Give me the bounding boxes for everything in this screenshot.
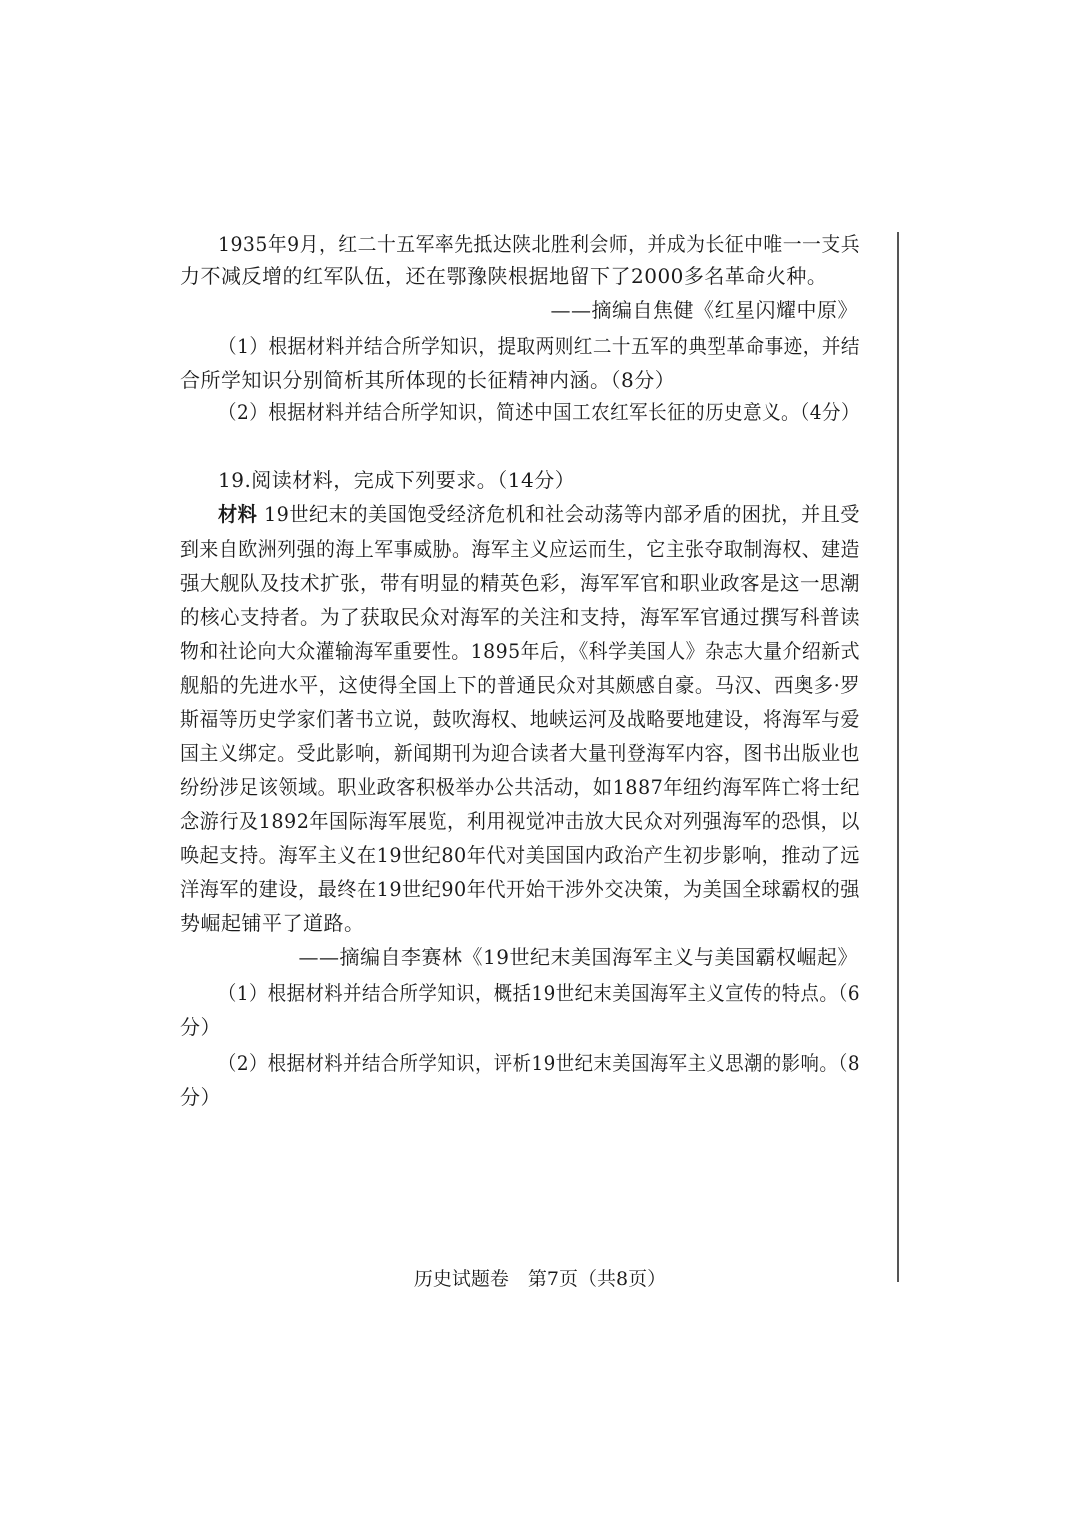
question-19-1-line-2: 分） [180,1015,221,1039]
page-footer: 历史试题卷 第7页（共8页） [413,1268,667,1290]
material-19-line-8: 国主义绑定。受此影响，新闻期刊为迎合读者大量刊登海军内容，图书出版业也 [180,741,860,765]
material-label: 材料 [218,502,258,526]
material-19-line-13: 势崛起铺平了道路。 [180,911,365,935]
question-19-2-line-2: 分） [180,1085,221,1109]
material-19-first-text: 19世纪末的美国饱受经济危机和社会动荡等内部矛盾的困扰，并且受 [257,502,860,526]
material-19-line-6: 舰船的先进水平，这使得全国上下的普通民众对其颇感自豪。马汉、西奥多·罗 [180,673,860,697]
question-19-header: 19.阅读材料，完成下列要求。（14分） [218,468,576,492]
question-19-1-line-1: （1）根据材料并结合所学知识，概括19世纪末美国海军主义宣传的特点。（6 [218,981,861,1005]
material-19-line-12: 洋海军的建设，最终在19世纪90年代开始干涉外交决策，为美国全球霸权的强 [180,877,860,901]
material-19-line-4: 的核心支持者。为了获取民众对海军的关注和支持，海军军官通过撰写科普读 [180,605,860,629]
material-19-line-11: 唤起支持。海军主义在19世纪80年代对美国国内政治产生初步影响，推动了远 [180,843,860,867]
material-19-line-5: 物和社论向大众灌输海军重要性。1895年后，《科学美国人》杂志大量介绍新式 [180,639,860,663]
question-19-2-line-1: （2）根据材料并结合所学知识，评析19世纪末美国海军主义思潮的影响。（8 [218,1051,861,1075]
material-19-line-1 [218,500,860,528]
material-19-line-7: 斯福等历史学家们著书立说，鼓吹海权、地峡运河及战略要地建设，将海军与爱 [180,707,860,731]
margin-rule [897,232,899,1282]
material-18-source: ——摘编自焦健《红星闪耀中原》 [550,298,858,322]
material-19-source: ——摘编自李赛林《19世纪末美国海军主义与美国霸权崛起》 [298,945,858,969]
material-19-line-3: 强大舰队及技术扩张，带有明显的精英色彩，海军军官和职业政客是这一思潮 [180,571,860,595]
question-18-2: （2）根据材料并结合所学知识，简述中国工农红军长征的历史意义。（4分） [218,400,861,424]
material-19-line-9: 纷纷涉足该领域。职业政客积极举办公共活动，如1887年纽约海军阵亡将士纪 [180,775,860,799]
material-19-line-10: 念游行及1892年国际海军展览，利用视觉冲击放大民众对列强海军的恐惧，以 [180,809,860,833]
material-18-line-1: 1935年9月，红二十五军率先抵达陕北胜利会师，并成为长征中唯一一支兵 [218,232,861,256]
question-18-1-line-1: （1）根据材料并结合所学知识，提取两则红二十五军的典型革命事迹，并结 [218,334,861,358]
material-19-line-2: 到来自欧洲列强的海上军事威胁。海军主义应运而生，它主张夺取制海权、建造 [180,537,860,561]
material-18-line-2: 力不减反增的红军队伍，还在鄂豫陕根据地留下了2000多名革命火种。 [180,264,828,288]
question-18-1-line-2: 合所学知识分别简析其所体现的长征精神内涵。（8分） [180,368,676,392]
